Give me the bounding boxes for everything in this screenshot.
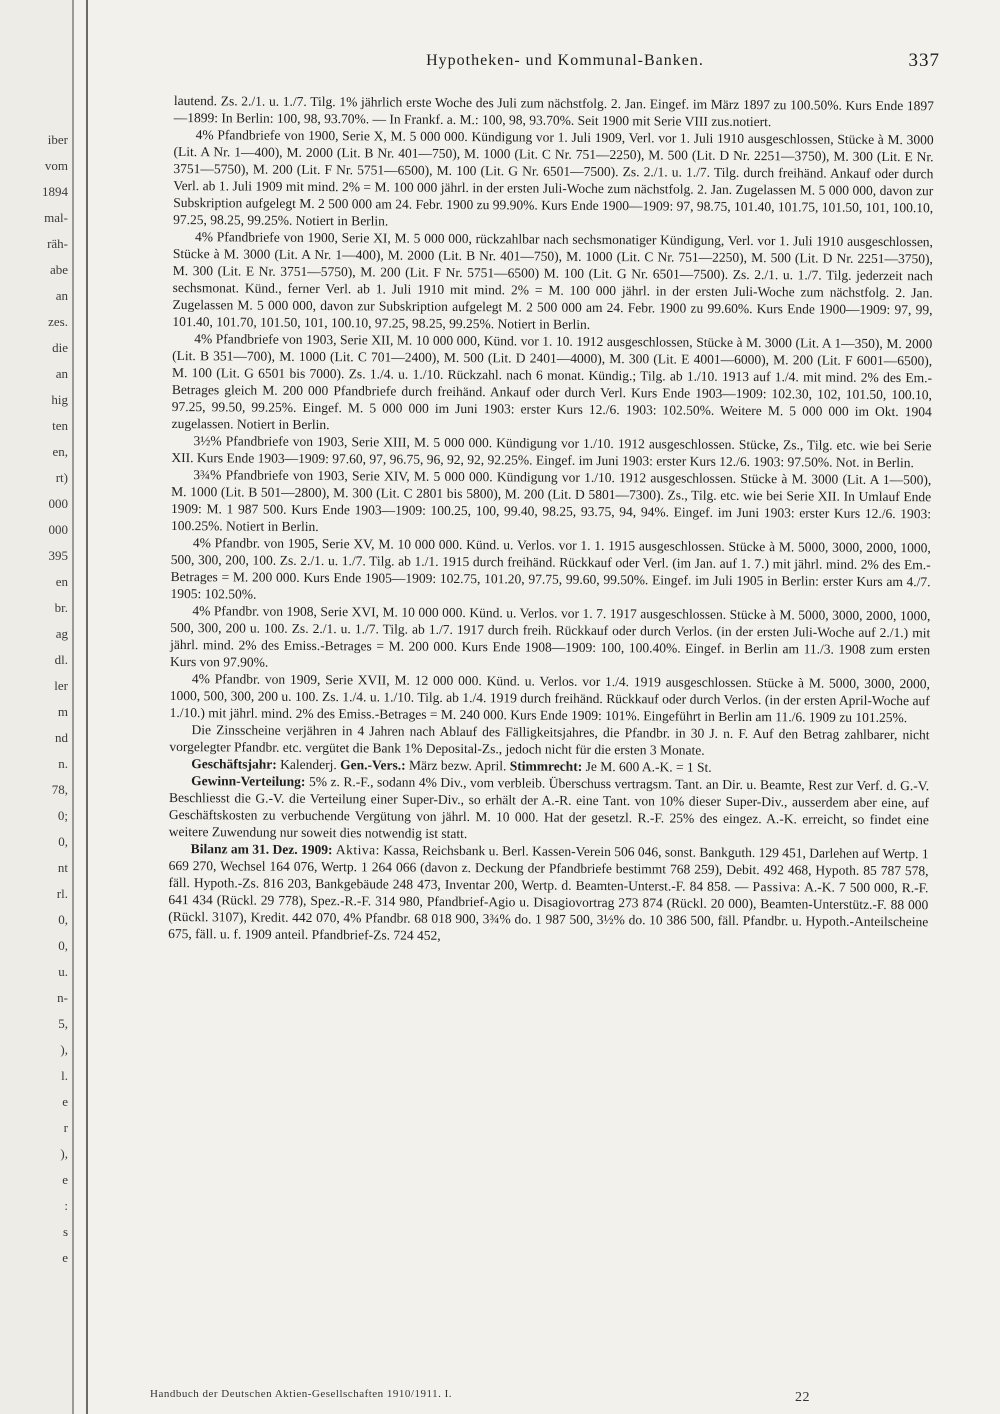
gen-vers-label: Gen.-Vers.: — [340, 757, 406, 773]
margin-fragment: 000 — [48, 496, 68, 511]
margin-fragment: iber — [47, 132, 68, 147]
paragraph-zinsscheine: Die Zinsscheine verjähren in 4 Jahren nach Ablauf des Fälligkeitsjahres, die Pfandbr. in 30 J. n. F. Auf den Betrag zahlbarer, nicht vorgelegter Pfandbr. etc. vergütet die Bank 1% Deposital-Zs., jedoch nicht für die ersten 3 Monate. — [169, 722, 930, 758]
margin-fragment: ten — [52, 418, 68, 433]
margin-fragment: rl. — [56, 886, 68, 901]
passiva-label: Passiva: — [752, 879, 801, 895]
paragraph-serie-xi: 4% Pfandbriefe von 1900, Serie XI, M. 5 000 000, rückzahlbar nach sechsmonatiger Kündigung, Verl. vor 1. Juli 1910 ausgeschlossen, Stücke à M. 3000 (Lit. A Nr. 1—400), M. 2000 (Lit. B Nr. 401—750), M. 1000 (Lit. C Nr. 751—2250), M. 500 (Lit. D Nr. 2251—3750), M. 300 (Lit. E Nr. 3751—5750), M. 200 (Lit. F Nr. 5751—6500) M. 100 (Lit. G Nr. 6501—7500). Zs. 2./1. u. 1./7. Tilg. jederzeit nach sechsmonat. Künd., ferner Verl. ab 1. Juli 1910 mit mind. 2% = M. 100 000 jährl. in der ersten Juli-Woche zum nächstfolg. 2. Jan. Zugelassen M. 5 000 000, davon zur Subskription aufgelegt M. 2 500 000 am 24. Febr. 1900 zu 99.60%. Kurs Ende 1900—1909: 97, 99, 101.40, 101.70, 101.50, 101, 100.10, 97.25, 98.25, 99.25%. Notiert in Berlin. — [172, 229, 934, 332]
margin-fragment: hig — [51, 392, 68, 407]
passiva-text: A.-K. 7 500 000, R.-F. 641 434 (Rückl. 29 778), Spez.-R.-F. 314 980, Pfandbrief-Agio u. Disagiovortrag 273 874 (Rückl. 20 000), Beamten-Unterstütz.-F. 88 000 (Rückl. 3107), Kredit. 442 070, 4% Pfandbr. 68 018 900, 3¾% do. 1 987 500, 3½% do. 10 386 500, fäll. Pfandbr. u. Hypoth.-Anteilscheine 675, fäll. u. f. 1909 anteil. Pfandbrief-Zs. 724 452, — [168, 879, 929, 943]
header-title: Hypotheken- und Kommunal-Banken. — [426, 52, 704, 69]
margin-fragment: zes. — [48, 314, 68, 329]
margin-fragment: e — [62, 1094, 68, 1109]
margin-fragment: 0, — [58, 912, 68, 927]
margin-fragment: 395 — [48, 548, 68, 563]
margin-fragment: r — [63, 1120, 68, 1135]
margin-fragment: räh- — [47, 236, 68, 251]
margin-fragment: an — [55, 366, 68, 381]
gewinn-label: Gewinn-Verteilung: — [191, 773, 306, 789]
signature-mark: 22 — [795, 1390, 810, 1405]
margin-fragment: br. — [54, 600, 68, 615]
margin-fragment: n. — [58, 756, 68, 771]
paragraph-serie-x: 4% Pfandbriefe von 1900, Serie X, M. 5 000 000. Kündigung vor 1. Juli 1909, Verl. vor 1. Juli 1910 ausgeschlossen, Stücke à M. 3000 (Lit. A Nr. 1—400), M. 2000 (Lit. B Nr. 401—750), M. 1000 (Lit. C Nr. 751—2250), M. 500 (Lit. D Nr. 2251—3750), M. 300 (Lit. E Nr. 3751—5750), M. 200 (Lit. F Nr. 5751—6500), M. 100 (Lit. G Nr. 6501—7500). Zs. 2./1. u. 1./7. Tilg. durch freihänd. Ankauf oder durch Verl. ab 1. Juli 1909 mit mind. 2% = M. 100 000 jährl. in der ersten Juli-Woche zum nächstfolg. 2. Jan. Zugelassen M. 5 000 000, davon zur Subskription aufgelegt M. 2 500 000 am 24. Febr. 1900 zu 99.90%. Kurs Ende 1900—1909: 97, 98.75, 101.40, 101.75, 101.50, 101, 100.10, 97.25, 98.25, 99.25%. Notiert in Berlin. — [173, 127, 934, 229]
page-number: 337 — [908, 50, 940, 71]
paragraph-serie-xvii: 4% Pfandbr. von 1909, Serie XVII, M. 12 000 000. Künd. u. Verlos. vor 1./4. 1919 ausgeschlossen. Stücke à M. 5000, 3000, 2000, 1000, 500, 300, 200 u. 100. Zs. 1./4. u. 1./10. Tilg. ab 1./4. 1919 durch freihänd. Rückkauf oder durch Verlos. (in der ersten April-Woche auf 1./10.) mit jährl. mind. 2% des Emiss.-Betrages = M. 240 000. Kurs Ende 1909: 101%. Eingeführt in Berlin am 11./6. 1909 zu 101.25%. — [169, 671, 930, 726]
margin-fragment: 0; — [57, 808, 68, 823]
margin-fragment: l. — [61, 1068, 68, 1083]
stimmrecht-label: Stimmrecht: — [509, 758, 583, 774]
bilanz-label: Bilanz am 31. Dez. 1909: — [190, 841, 333, 858]
page-body — [168, 92, 934, 947]
margin-fragment: n- — [57, 990, 68, 1005]
paragraph-serie-xvi: 4% Pfandbr. von 1908, Serie XVI, M. 10 000 000. Künd. u. Verlos. vor 1. 7. 1917 ausgeschlossen. Stücke à M. 5000, 3000, 2000, 1000, 500, 300, 200 u. 100. Zs. 2./1. u. 1./7. Tilg. ab 1./7. 1917 durch freih. Rückkauf oder durch Verlos. (in der ersten Juli-Woche auf 2./1.) mit jährl. mind. 2% des Emiss.-Betrages = M. 200 000. Kurs Ende 1908—1909: 100, 100.40%. Eingef. in Berlin am 11./3. 1908 zum ersten Kurs von 97.90%. — [169, 603, 931, 670]
page-footer — [150, 1388, 810, 1405]
margin-fragment: 000 — [48, 522, 68, 537]
margin-fragment: m — [57, 704, 68, 719]
margin-fragment: e — [62, 1250, 68, 1265]
paragraph-intro: lautend. Zs. 2./1. u. 1./7. Tilg. 1% jährlich erste Woche des Juli zum nächstfolg. 2. Jan. Eingef. im März 1897 zu 100.50%. Kurs Ende 1897—1899: In Berlin: 100, 98, 93.70%. — In Frankf. a. M.: 100, 98, 93.70%. Seit 1900 mit Serie VIII zus.notiert. — [173, 92, 934, 130]
paragraph-gewinn-verteilung — [169, 772, 929, 845]
paragraph-serie-xiii: 3½% Pfandbriefe von 1903, Serie XIII, M. 5 000 000. Kündigung vor 1./10. 1912 ausgeschlossen. Stücke, Zs., Tilg. etc. wie bei Serie XII. Kurs Ende 1903—1909: 97.60, 97, 96.75, 96, 92, 92, 92.25%. Eingef. im Juni 1903: erster Kurs 12./6. 1903: 97.50%. Not. in Berlin. — [171, 433, 932, 471]
margin-fragment: nt — [57, 860, 68, 875]
margin-fragment: mal- — [44, 210, 68, 225]
margin-fragment: u. — [58, 964, 68, 979]
paragraph-bilanz — [168, 840, 929, 947]
margin-fragment: an — [55, 288, 68, 303]
geschaeftsjahr-text: Kalenderj. — [280, 756, 337, 773]
margin-fragment: ler — [54, 678, 68, 693]
previous-page-margin — [0, 0, 74, 1414]
margin-fragment: 5, — [58, 1016, 68, 1031]
margin-fragment: 78, — [51, 782, 68, 797]
margin-fragment: die — [52, 340, 68, 355]
geschaeftsjahr-label: Geschäftsjahr: — [191, 756, 277, 772]
aktiva-text: Kassa, Reichsbank u. Berl. Kassen-Verein 506 046, sonst. Bankguth. 129 451, Darlehen auf Wertp. 1 669 270, Wechsel 164 076, Wertp. 1 264 066 (davon z. Deckung der Pfandbriefe bestimmt 768 259), Debit. 492 468, Hypoth. 85 787 578, fäll. Hypoth.-Zs. 816 203, Bankgebäude 248 473, Inventar 200, Wertp. d. Beamten-Unterst.-F. 84 858. — — [168, 842, 929, 895]
margin-fragment: 0, — [58, 938, 68, 953]
margin-fragment: nd — [55, 730, 68, 745]
margin-fragment: rt) — [55, 470, 68, 485]
margin-fragment: ), — [60, 1042, 68, 1057]
margin-fragment: s — [62, 1224, 68, 1239]
margin-fragment: e — [62, 1172, 68, 1187]
margin-fragment: vom — [44, 158, 68, 173]
margin-fragment: abe — [49, 262, 68, 277]
margin-fragment: en — [55, 574, 68, 589]
running-header — [190, 52, 940, 76]
aktiva-label: Aktiva: — [335, 842, 380, 858]
gewinn-text: 5% z. R.-F., sodann 4% Div., vom verbleib. Überschuss vertragsm. Tant. an Dir. u. Beamte, Rest zur Verf. d. G.-V. Beschliesst die G.-V. die Verteilung einer Super-Div., so erhält der A.-R. eine Tant. von 10% dieser Super-Div., ausserdem aber eine, auf Geschäftskosten zu verbuchende Vergütung von jährl. M. 10 000. Hat der gesetzl. R.-F. 25% des eingez. A.-K. erreicht, so findet eine weitere Zuwendung nur soweit dies notwendig ist statt. — [168, 773, 930, 842]
margin-fragment: ag — [55, 626, 68, 641]
margin-fragment: : — [64, 1198, 68, 1213]
margin-fragment: 1894 — [42, 184, 68, 199]
page-binding-line — [86, 0, 88, 1414]
footer-source: Handbuch der Deutschen Aktien-Gesellschaften 1910/1911. I. — [150, 1388, 452, 1400]
margin-fragment: 0, — [58, 834, 68, 849]
margin-fragment: dl. — [54, 652, 68, 667]
stimmrecht-text: Je M. 600 A.-K. = 1 St. — [585, 758, 712, 775]
margin-fragment: en, — [52, 444, 68, 459]
gen-vers-text: März bezw. April. — [408, 757, 507, 774]
paragraph-serie-xiv: 3¾% Pfandbriefe von 1903, Serie XIV, M. 5 000 000. Kündigung vor 1./10. 1912 ausgeschlossen. Stücke à M. 3000 (Lit. A 1—500), M. 1000 (Lit. B 501—2800), M. 300 (Lit. C 2801 bis 5800), M. 200 (Lit. D 5801—7300). Zs., Tilg. etc. wie bei Serie XII. In Umlauf Ende 1909: M. 1 987 500. Kurs Ende 1903—1909: 100.25, 100, 99.40, 98.25, 93.75, 94, 94%. Eingef. im Juni 1903: erster Kurs 12./6. 1903: 100.25%. Notiert in Berlin. — [170, 467, 932, 535]
margin-fragment: ), — [60, 1146, 68, 1161]
paragraph-serie-xv: 4% Pfandbr. von 1905, Serie XV, M. 10 000 000. Künd. u. Verlos. vor 1. 1. 1915 ausgeschlossen. Stücke à M. 5000, 3000, 2000, 1000, 500, 300, 200, 100. Zs. 2./1. u. 1./7. Tilg. ab 1./1. 1915 durch freihänd. Rückkauf oder Verl. (im Jan. auf 1. 7.) mit jährl. mind. 2% des Em.-Betrages = M. 200 000. Kurs Ende 1905—1909: 102.75, 101.20, 97.75, 99.60, 99.50%. Eingef. im Juli 1905 in Berlin: erster Kurs am 4./7. 1905: 102.50%. — [170, 535, 931, 602]
paragraph-serie-xii: 4% Pfandbriefe von 1903, Serie XII, M. 10 000 000, Künd. vor 1. 10. 1912 ausgeschlossen, Stücke à M. 3000 (Lit. A 1—350), M. 2000 (Lit. B 351—700), M. 1000 (Lit. C 701—2400), M. 500 (Lit. D 2401—4000), M. 300 (Lit. E 4001—6000), M. 200 (Lit. F 6001—6500), M. 100 (Lit. G 6501 bis 7000). Zs. 1./4. u. 1./10. Rückzahl. nach 6 monat. Kündig.; Tilg. ab 1./10. 1913 auf 1./4. mit mind. 2% des Em.-Betrages gleich M. 200 000 Pfandbriefe durch freihänd. Ankauf oder durch Verl. Kurs Ende 1903—1909: 102.30, 102, 101.50, 100.10, 97.25, 99.50, 99.25%. Eingef. M. 5 000 000 im Juni 1903: erster Kurs 12./6. 1903: 102.50%. Weitere M. 5 000 000 im Okt. 1904 zugelassen. Notiert in Berlin. — [171, 331, 933, 433]
